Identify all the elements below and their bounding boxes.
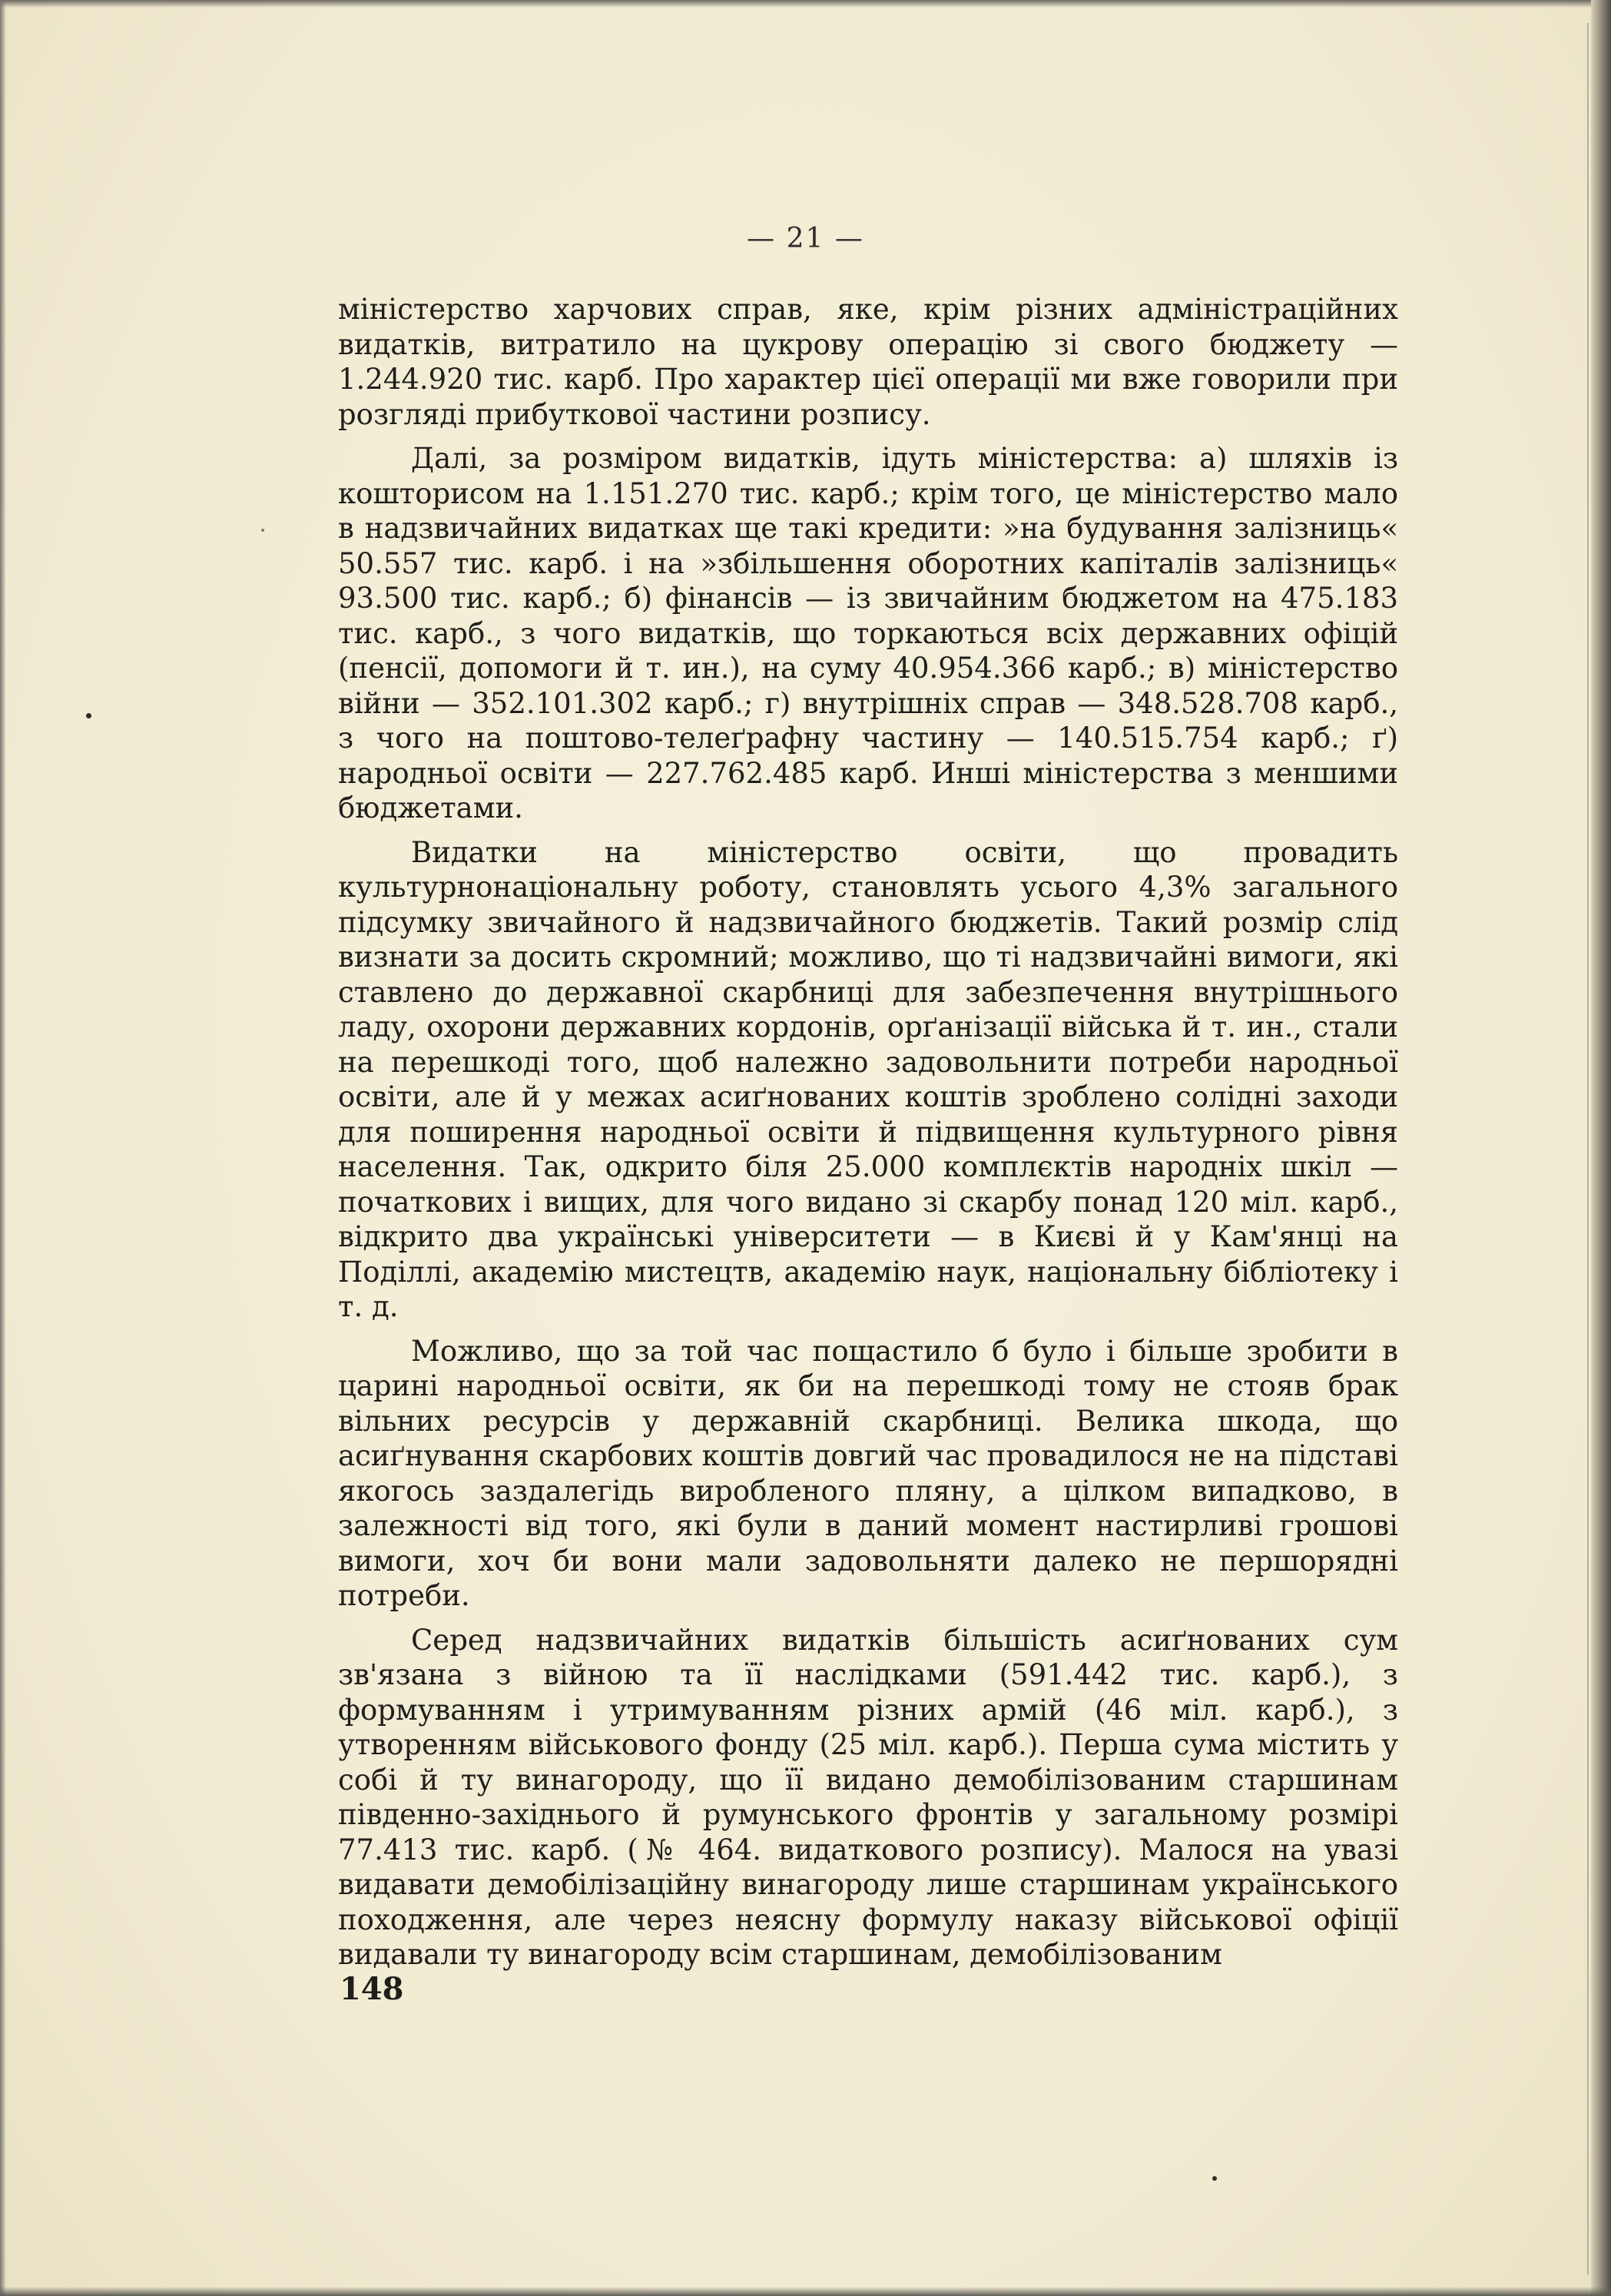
page-number: 148 xyxy=(340,1971,404,2007)
paragraph: міністерство харчових справ, яке, крім різних адміністраційних видатків, витратило на цукрову операцію зі свого бюджету — 1.244.920 тис. карб. Про характер цієї операції ми вже говорили при розгляді прибуткової частини розпису. xyxy=(338,293,1398,431)
paragraph: Можливо, що за той час пощастило б було і більше зробити в царині народньої освіти, як би на перешкоді тому не стояв брак вільних ресурсів у державній скарбниці. Велика шкода, що асиґнування скарбових коштів довгий час провадилося не на підставі якогось заздалегідь виробленого пляну, а цілком випадково, в залежності від того, які були в даний момент настирливі грошові вимоги, хоч би вони мали задовольняти далеко не першорядні потреби. xyxy=(338,1334,1398,1612)
paragraph: Серед надзвичайних видатків більшість асиґнованих сум зв'язана з війною та її наслідками (591.442 тис. карб.), з формуванням і утримуванням різних армій (46 міл. карб.), з утворенням військового фонду (25 міл. карб.). Перша сума містить у собі й ту винагороду, що її видано демобілізованим старшинам південно-західнього й румунського фронтів у загальному розмірі 77.413 тис. карб. (№ 464. видаткового розпису). Малося на увазі видавати демобілізаційну винагороду лише старшинам українського походження, але через неясну формулу наказу військової офіції видавали ту винагороду всім старшинам, демобілізованим xyxy=(338,1623,1398,1971)
scan-shadow-bottom xyxy=(0,2287,1611,2296)
page-fold-line xyxy=(1587,23,1589,2274)
scan-shadow-top xyxy=(0,0,1611,8)
body-text xyxy=(338,292,1398,1973)
running-head: — 21 — xyxy=(747,223,864,254)
ink-speck xyxy=(261,529,264,532)
scan-shadow-left xyxy=(0,0,6,2296)
paragraph: Видатки на міністерство освіти, що провадить культурнонаціональну роботу, становлять усього 4,3% загального підсумку звичайного й надзвичайного бюджетів. Такий розмір слід визнати за досить скромний; можливо, що ті надзвичайні вимоги, які ставлено до державної скарбниці для забезпечення внутрішнього ладу, охорони державних кордонів, орґанізації війська й т. ин., стали на перешкоді того, щоб належно задовольнити потреби народньої освіти, але й у межах асиґнованих коштів зроблено солідні заходи для поширення народньої освіти й підвищення культурного рівня населення. Так, одкрито біля 25.000 комплєктів народніх шкіл — початкових і вищих, для чого видано зі скарбу понад 120 міл. карб., відкрито два українські університети — в Києві й у Кам'янці на Поділлі, академію мистецтв, академію наук, національну бібліотеку і т. д. xyxy=(338,835,1398,1323)
scan-shadow-right xyxy=(1591,0,1611,2296)
paragraph: Далі, за розміром видатків, ідуть міністерства: а) шляхів із кошторисом на 1.151.270 тис. карб.; крім того, це міністерство мало в надзвичайних видатках ще такі кредити: »на будування залізниць« 50.557 тис. карб. і на »збільшення оборотних капіталів залізниць« 93.500 тис. карб.; б) фінансів — із звичайним бюджетом на 475.183 тис. карб., з чого видатків, що торкаються всіх державних офіцій (пенсії, допомоги й т. ин.), на суму 40.954.366 карб.; в) міністерство війни — 352.101.302 карб.; г) внутрішніх справ — 348.528.708 карб., з чого на поштово-телеґрафну частину — 140.515.754 карб.; ґ) народньої освіти — 227.762.485 карб. Инші міністерства з меншими бюджетами. xyxy=(338,442,1398,825)
ink-speck xyxy=(86,713,91,718)
ink-speck xyxy=(1212,2176,1217,2181)
